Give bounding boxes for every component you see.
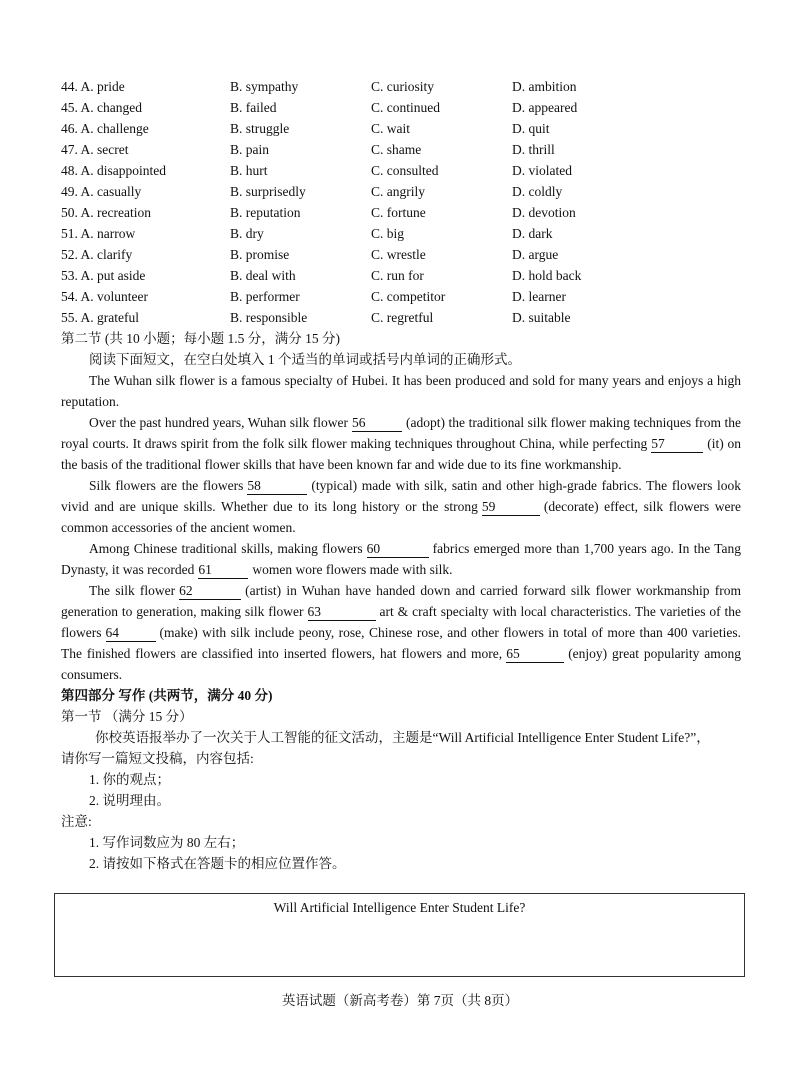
blank-61[interactable]: 61 — [198, 561, 248, 579]
passage-text: fabrics emerged more than 1,700 years ago. In the Tang Dynasty, it was recorded — [61, 541, 741, 577]
option-d: D. appeared — [512, 100, 578, 115]
option-a: 49. A. casually — [61, 184, 142, 199]
options-table — [61, 76, 741, 328]
blank-63[interactable]: 63 — [308, 603, 376, 621]
answer-box[interactable] — [54, 893, 745, 977]
blank-60[interactable]: 60 — [367, 540, 429, 558]
passage-text: art & craft specialty with local characteristics. The varieties of the flowers — [61, 604, 741, 640]
option-a: 54. A. volunteer — [61, 289, 148, 304]
option-row-51 — [61, 223, 741, 244]
blank-57[interactable]: 57 — [651, 435, 703, 453]
passage-text: The silk flower — [89, 583, 176, 598]
option-d: D. quit — [512, 121, 550, 136]
option-c: C. consulted — [371, 163, 439, 178]
blank-65[interactable]: 65 — [506, 645, 564, 663]
option-row-50 — [61, 202, 741, 223]
passage-text: Among Chinese traditional skills, making flowers — [89, 541, 363, 556]
option-d: D. coldly — [512, 184, 563, 199]
option-d: D. ambition — [512, 79, 577, 94]
option-row-52 — [61, 244, 741, 265]
option-b: B. sympathy — [230, 79, 299, 94]
option-b: B. responsible — [230, 310, 308, 325]
passage-text: (it) on the basis of the traditional flower skills that have been known far and wide due to its fine workmanship. — [61, 436, 742, 472]
option-row-47 — [61, 139, 741, 160]
option-d: D. devotion — [512, 205, 576, 220]
option-c: C. wrestle — [371, 247, 426, 262]
passage-text: (adopt) the traditional silk flower making techniques from the royal courts. It draws spirit from the folk silk flower making techniques throughout China, while perfecting — [61, 415, 741, 451]
option-a: 46. A. challenge — [61, 121, 149, 136]
blank-62[interactable]: 62 — [179, 582, 241, 600]
writing-prompt-line1: 你校英语报举办了一次关于人工智能的征文活动，主题是“Will Artificial Intelligence Enter Student Life?”， — [95, 730, 710, 745]
passage-text: Silk flowers are the flowers — [89, 478, 244, 493]
option-row-46 — [61, 118, 741, 139]
option-b: B. dry — [230, 226, 264, 241]
passage-text: (make) with silk include peony, rose, Chinese rose, and other flowers in total of more than 400 varieties. The finished flowers are classified into inserted flowers, hat flowers and more, — [61, 625, 741, 661]
option-b: B. struggle — [230, 121, 290, 136]
option-a: 45. A. changed — [61, 100, 142, 115]
blank-56[interactable]: 56 — [352, 414, 402, 432]
option-row-48 — [61, 160, 741, 181]
blank-58[interactable]: 58 — [247, 477, 307, 495]
option-b: B. promise — [230, 247, 290, 262]
note-item-1: 1. 写作词数应为 80 左右； — [89, 835, 245, 850]
content-item-1: 1. 你的观点； — [89, 772, 170, 787]
passage-text: (artist) in Wuhan have handed down and carried forward silk flower workmanship from generation to generation, making silk flower — [61, 583, 741, 619]
option-a: 53. A. put aside — [61, 268, 146, 283]
option-row-53 — [61, 265, 741, 286]
blank-59[interactable]: 59 — [482, 498, 540, 516]
exam-page — [61, 76, 741, 874]
option-a: 52. A. clarify — [61, 247, 133, 262]
option-c: C. big — [371, 226, 405, 241]
option-b: B. performer — [230, 289, 300, 304]
passage-text: women wore flowers made with silk. — [252, 562, 453, 577]
answer-box-title: Will Artificial Intelligence Enter Student Life? — [273, 900, 526, 915]
section2-instruction: 阅读下面短文，在空白处填入 1 个适当的单词或括号内单词的正确形式。 — [89, 352, 521, 367]
option-row-45 — [61, 97, 741, 118]
option-b: B. reputation — [230, 205, 301, 220]
option-a: 51. A. narrow — [61, 226, 136, 241]
passage-paragraph-3 — [61, 475, 741, 538]
page-footer: 英语试题（新高考卷）第 7页（共 8页） — [281, 993, 519, 1008]
blank-64[interactable]: 64 — [106, 624, 156, 642]
option-row-49 — [61, 181, 741, 202]
option-b: B. pain — [230, 142, 269, 157]
note-label: 注意: — [61, 814, 92, 829]
option-c: C. regretful — [371, 310, 434, 325]
writing-prompt-line2: 请你写一篇短文投稿，内容包括: — [61, 751, 254, 766]
passage-text: Over the past hundred years, Wuhan silk flower — [89, 415, 349, 430]
passage-text: (typical) made with silk, satin and other high-grade fabrics. The flowers look vivid and are unique skills. Whether due to its long history or the strong — [61, 478, 741, 514]
passage-paragraph-5 — [61, 580, 741, 685]
note-item-2: 2. 请按如下格式在答题卡的相应位置作答。 — [89, 856, 346, 871]
option-a: 50. A. recreation — [61, 205, 151, 220]
option-row-55 — [61, 307, 741, 328]
option-b: B. hurt — [230, 163, 268, 178]
option-d: D. suitable — [512, 310, 571, 325]
option-a: 48. A. disappointed — [61, 163, 166, 178]
option-d: D. dark — [512, 226, 553, 241]
section2-heading: 第二节 (共 10 小题；每小题 1.5 分，满分 15 分) — [61, 331, 340, 346]
option-c: C. curiosity — [371, 79, 434, 94]
option-c: C. angrily — [371, 184, 425, 199]
option-d: D. violated — [512, 163, 572, 178]
option-c: C. run for — [371, 268, 424, 283]
option-d: D. argue — [512, 247, 559, 262]
option-c: C. fortune — [371, 205, 426, 220]
option-row-44 — [61, 76, 741, 97]
passage-paragraph-1: The Wuhan silk flower is a famous specialty of Hubei. It has been produced and sold for many years and enjoys a high reputation. — [61, 373, 741, 409]
option-d: D. thrill — [512, 142, 555, 157]
content-item-2: 2. 说明理由。 — [89, 793, 170, 808]
option-a: 55. A. grateful — [61, 310, 139, 325]
option-c: C. wait — [371, 121, 410, 136]
part4-section1-heading: 第一节 （满分 15 分） — [61, 709, 193, 724]
option-c: C. competitor — [371, 289, 446, 304]
option-a: 47. A. secret — [61, 142, 129, 157]
option-b: B. failed — [230, 100, 277, 115]
passage-paragraph-4 — [61, 538, 741, 580]
option-c: C. continued — [371, 100, 440, 115]
passage-paragraph-2 — [61, 412, 741, 475]
option-d: D. learner — [512, 289, 566, 304]
option-a: 44. A. pride — [61, 79, 125, 94]
option-row-54 — [61, 286, 741, 307]
option-b: B. deal with — [230, 268, 296, 283]
option-c: C. shame — [371, 142, 422, 157]
passage-text: (enjoy) great popularity among consumers. — [61, 646, 741, 682]
option-b: B. surprisedly — [230, 184, 306, 199]
option-d: D. hold back — [512, 268, 582, 283]
part4-heading: 第四部分 写作 (共两节，满分 40 分) — [61, 688, 273, 703]
passage-text: (decorate) effect, silk flowers were common accessories of the ancient women. — [61, 499, 741, 535]
